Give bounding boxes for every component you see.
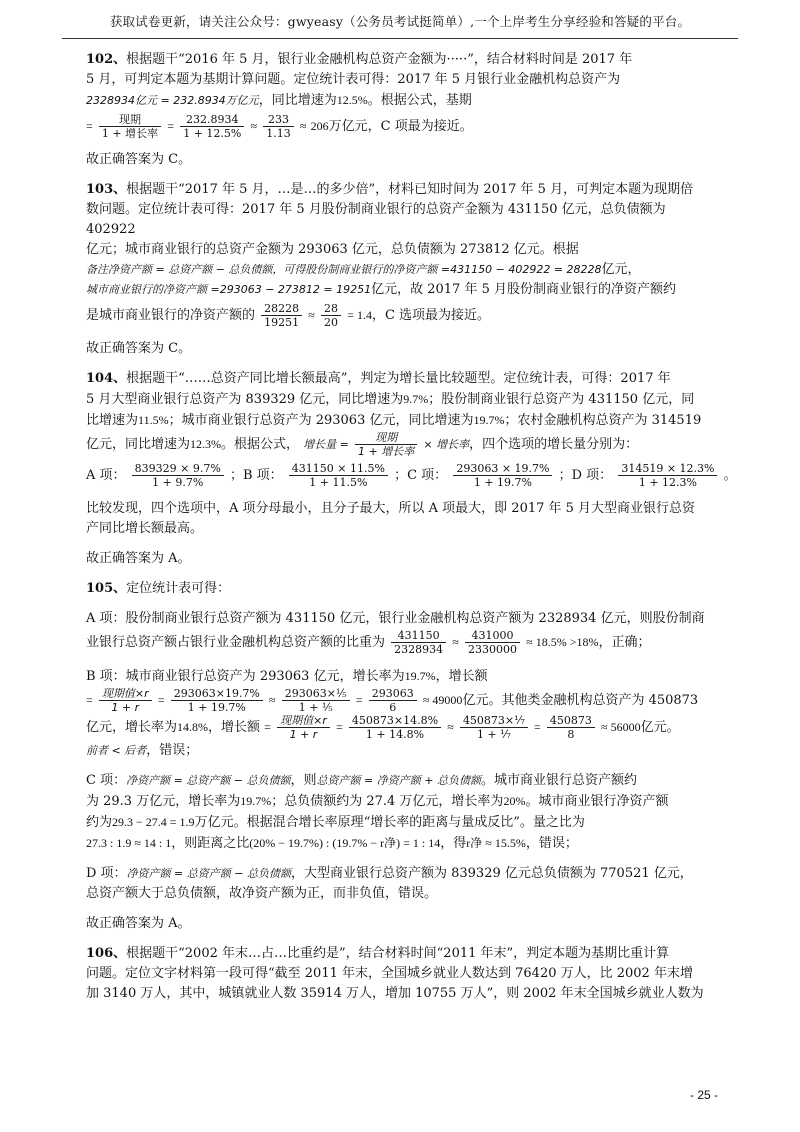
formula: 2328934亿元 = 232.8934万亿元 <box>86 94 259 107</box>
text: 。城市商业银行净资产额 <box>525 794 669 809</box>
text: 亿元，故 2017 年 5 月股份制商业银行的净资产额约 <box>371 282 676 297</box>
page-number: - 25 - <box>690 1088 719 1102</box>
answer-line: 故正确答案为 A。 <box>86 916 191 931</box>
fraction: $\frac{28228}{19251}$ <box>261 302 302 329</box>
option-b-label: ；B 项： <box>229 468 283 483</box>
fraction: $\frac{431000}{2330000}$ <box>465 629 520 656</box>
text: 。根据公式， <box>221 437 300 452</box>
growth-rate: 12.3% <box>190 437 222 451</box>
result: ≈ 49000 <box>422 693 463 707</box>
fraction: $\frac{\text{现期值×r}}{1 + r}$ <box>277 714 330 741</box>
text: ，得 <box>440 836 467 851</box>
text: D 项： <box>86 866 127 881</box>
text-line: A 项：股份制商业银行总资产额为 431150 亿元，银行业金融机构总资产额为 2328934 亿元，则股份制商 <box>86 611 705 626</box>
fraction: $\frac{293063\times 19.7\%}{1 + 19.7\%}$ <box>171 687 263 714</box>
result: = 1.4 <box>347 308 372 322</box>
text: 约为 <box>86 815 113 830</box>
text: ，增长额 <box>208 720 261 735</box>
text: ，大型商业银行总资产额为 839329 亿元总负债额为 770521 亿元， <box>290 866 693 881</box>
text: ，增长额 <box>435 669 488 684</box>
text-line: 根据题干“……总资产同比增长额最高”，判定为增长量比较题型。定位统计表，可得：2017 年 <box>126 371 671 386</box>
text: 业银行总资产额占银行业金融机构总资产额的比重为 <box>86 635 386 650</box>
text: ，四个选项的增长量分别为： <box>469 437 639 452</box>
question-102: 102、根据题干“2016 年 5 月，银行业金融机构总资产金额为·····”，结合材料时间是 2017 年 5 月，可判定本题为基期计算问题。定位统计表可得：2017 年 5 月银行业金融机构总资产为 2328934亿元 = 232.8934万亿元，同比增速为12.5%。根据公式，基期 = $\frac{\text{现期}}{\text{1 + 增长率}}$ = $\frac{232.8934}{1 + 12.5\%}$ ≈ $\frac{233}{1.13}$ ≈ 206万亿元，C 项最为接近。 故正确答案为 C。 <box>86 50 716 170</box>
fraction: $\frac{450873\times 14.8\%}{1 + 14.8\%}$ <box>349 714 441 741</box>
text: 亿元，同比增速为 <box>86 437 191 452</box>
text: 万亿元，C 项最为接近。 <box>328 119 473 134</box>
growth-rate: 9.7% <box>403 392 429 406</box>
answer-line: 故正确答案为 C。 <box>86 341 192 356</box>
formula: × 增长率 <box>423 438 470 451</box>
formula: 总资产额 = 净资产额 + 总负债额 <box>316 774 481 787</box>
fraction: $\frac{839329 \times 9.7\%}{1 + 9.7\%}$ <box>132 462 224 489</box>
text: ，错误； <box>525 836 578 851</box>
fraction: $\frac{293063}{6}$ <box>369 687 417 714</box>
fraction: $\frac{233}{1.13}$ <box>263 113 294 140</box>
text-line: 亿元；城市商业银行的总资产金额为 293063 亿元，总负债额为 273812 亿元。根据 <box>86 242 579 257</box>
text: ；城市商业银行总资产为 293063 亿元，同比增速为 <box>168 413 474 428</box>
formula: (20% − 19.7%) : (19.7% − r净) = 1 : 14 <box>249 836 441 850</box>
formula: 前者 < 后者 <box>86 744 147 757</box>
approx-value: 206 <box>310 119 329 133</box>
text-line: 问题。定位文字材料第一段可得“截至 2011 年末，全国城乡就业人数达到 76420 万人，比 2002 年末增 <box>86 966 693 981</box>
question-number: 102、 <box>86 52 127 67</box>
formula: 城市商业银行的净资产额 =293063 − 273812 = 19251 <box>86 283 372 296</box>
text: ，同比增速为 <box>258 93 337 108</box>
result: ≈ 18.5% >18% <box>526 635 599 649</box>
answer-line: 故正确答案为 C。 <box>86 152 192 167</box>
formula: ，可得股份制商业银行的净资产额 =431150 − 402922 = 28228 <box>272 263 602 276</box>
page-header: 获取试卷更新，请关注公众号：gwyeasy（公务员考试挺简单）,一个上岸考生分享经验和答疑的平台。 <box>109 14 691 29</box>
fraction: $\frac{232.8934}{1 + 12.5\%}$ <box>180 113 244 140</box>
text-line: 产同比增长额最高。 <box>86 521 204 536</box>
fraction: $\frac{293063 \times 19.7\%}{1 + 19.7\%}$ <box>453 462 552 489</box>
question-103: 103、根据题干“2017 年 5 月，…是…的多少倍”，材料已知时间为 2017 年 5 月，可判定本题为现期倍 数问题。定位统计表可得：2017 年 5 月股份制商业银行的总资产金额为 431150 亿元，总负债额为 402922 亿元；城市商业银行的总资产金额为 293063 亿元，总负债额为 273812 亿元。根据 备注净资产额 = 总资产额 − 总负债额，可得股份制商业银行的净资产额 =431150 − 402922 = 28228亿元， 城市商业银行的净资产额 =293063 − 273812 = 19251亿元，故 2017 年 5 月股份制商业银行的净资产额约 是城市商业银行的净资产额的 $\frac{28228}{19251}$ ≈ $\frac{28}{20}$ = 1.4，C 选项最为接近。 故正确答案为 C。 <box>86 180 716 359</box>
text: 。城市商业银行总资产额约 <box>480 773 637 788</box>
text: 亿元， <box>601 262 641 277</box>
question-104 <box>86 369 737 569</box>
text-line: 比较发现，四个选项中，A 项分母最小，且分子最大，所以 A 项最大，即 2017 年 5 月大型商业银行总资 <box>86 501 696 516</box>
text: 。 <box>723 468 737 483</box>
fraction: $\frac{431150 \times 11.5\%}{1 + 11.5\%}$ <box>289 462 388 489</box>
text: ，则 <box>290 773 317 788</box>
formula: 备注净资产额 = 总资产额 − 总负债额 <box>86 263 273 276</box>
text: 比增速为 <box>86 413 139 428</box>
formula: 净资产额 = 总资产额 − 总负债额 <box>126 774 291 787</box>
option-c-label: ；C 项： <box>394 468 448 483</box>
text: ，C 选项最为接近。 <box>371 308 491 323</box>
question-number: 104、 <box>86 371 127 386</box>
question-number: 103、 <box>86 182 127 197</box>
text: 是城市商业银行的净资产额的 <box>86 308 256 323</box>
text-line: 根据题干“2002 年末…占…比重约是”，结合材料时间“2011 年末”，判定本题为基期比重计算 <box>126 946 670 961</box>
text: ，正确； <box>598 635 651 650</box>
text: 定位统计表可得： <box>126 581 231 596</box>
text: 。根据公式，基期 <box>367 93 472 108</box>
question-number: 105、 <box>86 581 127 596</box>
growth-rate: 19.7% <box>404 669 436 683</box>
text: ，错误； <box>146 743 199 758</box>
text-line: 根据题干“2016 年 5 月，银行业金融机构总资产金额为·····”，结合材料时间是 2017 年 <box>126 52 633 67</box>
text: C 项： <box>86 773 127 788</box>
page-content <box>86 50 737 1004</box>
formula: r净 ≈ 15.5% <box>466 836 526 850</box>
result: ≈ 56000 <box>601 720 641 734</box>
text: 亿元，增长率为 <box>86 720 178 735</box>
formula: 增长量 = <box>303 438 349 451</box>
fraction: $\frac{\text{450873×⅐}}{\text{1 + ⅐}}$ <box>460 714 528 741</box>
text: 5 月大型商业银行总资产为 839329 亿元，同比增速为 <box>86 392 404 407</box>
growth-rate: 19.7% <box>473 413 505 427</box>
text-line: 5 月，可判定本题为基期计算问题。定位统计表可得：2017 年 5 月银行业金融机构总资产为 <box>86 72 621 87</box>
fraction: $\frac{28}{20}$ <box>321 302 341 329</box>
growth-rate: 14.8% <box>177 720 209 734</box>
text: 亿元。其他类金融机构总资产为 450873 <box>462 693 699 708</box>
option-d-label: ；D 项： <box>558 468 613 483</box>
text: B 项：城市商业银行总资产为 293063 亿元，增长率为 <box>86 669 405 684</box>
option-a-label: A 项： <box>86 468 126 483</box>
text: 万亿元。根据混合增长率原理“增长率的距离与量成反比”。量之比为 <box>194 815 585 830</box>
growth-rate: 19.7% <box>240 794 272 808</box>
formula: 净资产额 = 总资产额 − 总负债额 <box>126 867 291 880</box>
fraction: $\frac{\text{现期}}{\text{1 + 增长率}}$ <box>355 431 417 458</box>
fraction: $\frac{314519 \times 12.3\%}{1 + 12.3\%}$ <box>618 462 717 489</box>
text: ，则距离之比 <box>171 836 250 851</box>
fraction: $\frac{\text{293063×⅕}}{\text{1 + ⅕}}$ <box>282 687 350 714</box>
text: ；股份制商业银行总资产为 431150 亿元，同 <box>428 392 695 407</box>
text-line: 数问题。定位统计表可得：2017 年 5 月股份制商业银行的总资产金额为 431150 亿元，总负债额为 402922 <box>86 202 666 237</box>
question-105: 105、定位统计表可得： A 项：股份制商业银行总资产额为 431150 亿元，银行业金融机构总资产额为 2328934 亿元，则股份制商 业银行总资产额占银行业金融机构总资产额的比重为 $\frac{431150}{2328934}$ ≈ $\frac{431000}{2330000}$ ≈ 18.5% >18%，正确； B 项：城市商业银行总资产为 293063 亿元，增长率为19.7%，增长额 = $\frac{\text{现期值×r}}{1 + r}$ = $\frac{293063\times 19.7\%}{1 + 19.7\%}$ ≈ $\frac{\text{293063×⅕}}{\text{1 + ⅕}}$ = $\frac{293063}{6}$ ≈ 49000亿元。其他类金融机构总资产为 450873 亿元，增长率为14.8%，增长额 = $\frac{\text{现期值×r}}{1 + r}$ = $\frac{450873\times 14.8\%}{1 + 14.8\%}$ ≈ $\frac{\text{450873×⅐}}{\text{1 + ⅐}}$ = $\frac{450873}{8}$ ≈ 56000亿元。 前者 < 后者，错误； C 项：净资产额 = 总资产额 − 总负债额，则总资产额 = 净资产额 + 总负债额。城市商业银行总资产额约 为 29.3 万亿元，增长率为19.7%；总负债额约为 27.4 万亿元，增长率为20%。城市商业银行净资产额 约为29.3 − 27.4 = 1.9万亿元。根据混合增长率原理“增长率的距离与量成反比”。量之比为 27.3 : 1.9 ≈ 14 : 1，则距离之比(20% − 19.7%) : (19.7% − r净) = 1 : 14，得r净 ≈ 15.5%，错误； D 项：净资产额 = 总资产额 − 总负债额，大型商业银行总资产额为 839329 亿元总负债额为 770521 亿元， 总资产额大于总负债额，故净资产额为正，而非负值，错误。 故正确答案为 A。 <box>86 579 716 934</box>
text-line: 加 3140 万人，其中，城镇就业人数 35914 万人，增加 10755 万人”，则 2002 年末全国城乡就业人数为 <box>86 986 704 1001</box>
fraction: $\frac{\text{现期}}{\text{1 + 增长率}}$ <box>99 113 161 140</box>
growth-rate: 12.5% <box>336 93 368 107</box>
text: 为 29.3 万亿元，增长率为 <box>86 794 241 809</box>
answer-line: 故正确答案为 A。 <box>86 551 191 566</box>
growth-rate: 11.5% <box>138 413 169 427</box>
fraction: $\frac{431150}{2328934}$ <box>391 629 446 656</box>
question-106 <box>86 944 716 1004</box>
header-rule <box>62 38 738 39</box>
question-number: 106、 <box>86 946 127 961</box>
formula: 27.3 : 1.9 ≈ 14 : 1 <box>86 836 172 850</box>
text: ；总负债额约为 27.4 万亿元，增长率为 <box>271 794 504 809</box>
fraction: $\frac{\text{现期值×r}}{1 + r}$ <box>99 687 152 714</box>
formula: 29.3 − 27.4 = 1.9 <box>112 815 195 829</box>
text: 亿元。 <box>640 720 680 735</box>
fraction: $\frac{450873}{8}$ <box>547 714 595 741</box>
growth-rate: 20% <box>503 794 526 808</box>
text-line: 总资产额大于总负债额，故净资产额为正，而非负值，错误。 <box>86 886 438 901</box>
text: ；农村金融机构总资产为 314519 <box>504 413 702 428</box>
text-line: 根据题干“2017 年 5 月，…是…的多少倍”，材料已知时间为 2017 年 5 月，可判定本题为现期倍 <box>126 182 694 197</box>
